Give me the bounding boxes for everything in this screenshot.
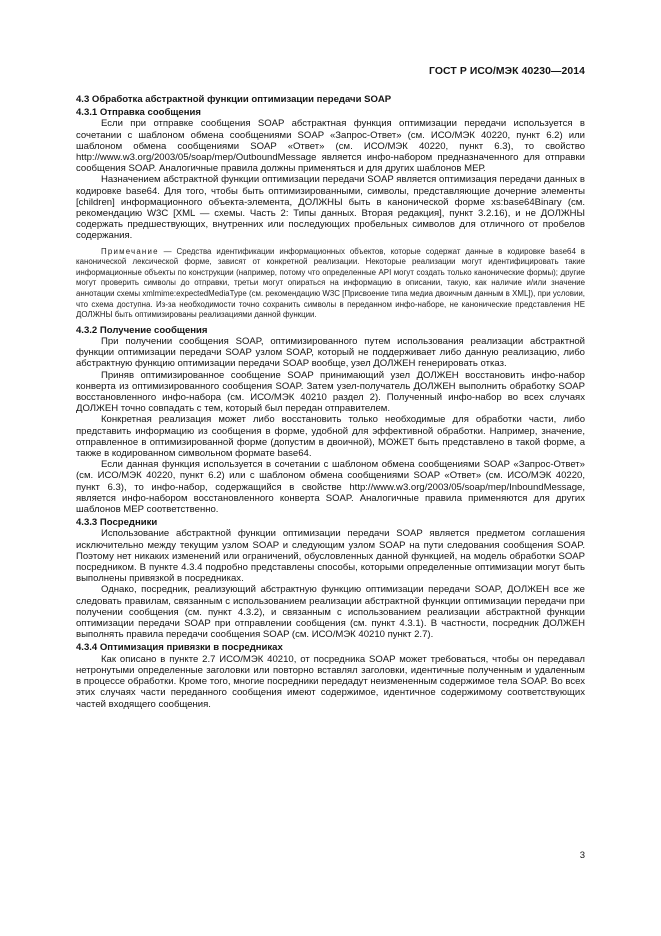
paragraph: Конкретная реализация может либо восстановить только необходимые для обработки части, либо представить информацию из сообщения в форме, удобной для эффективной обработки. Например, значение, отправленное в оптимизированной форме (допустим в двоичной), МОЖЕТ быть представлено в такой форме, а также в кодированном символьном формате base64. <box>76 414 585 460</box>
document-body <box>76 94 585 710</box>
paragraph: Если при отправке сообщения SOAP абстрактная функция оптимизации передачи используется в сочетании с шаблоном обмена сообщениями SOAP «Запрос-Ответ» (см. ИСО/МЭК 40220, пункт 6.2) или шаблоном обмена сообщениями SOAP «Ответ» (см. ИСО/МЭК 40220, пункт 6.3), то свойство http://www.w3.org/2003/05/soap/mep/OutboundMessage является инфо-набором предназначенного для отправки сообщения SOAP. Аналогичные правила должны применяться и для других шаблонов МЕР. <box>76 118 585 175</box>
section-4-3-3-heading: 4.3.3 Посредники <box>76 517 158 529</box>
note-label: Примечание <box>101 246 159 256</box>
section-4-3-heading: 4.3 Обработка абстрактной функции оптимизации передачи SOAP <box>76 94 392 105</box>
section-4-3-1-heading: 4.3.1 Отправка сообщения <box>76 107 201 119</box>
paragraph: При получении сообщения SOAP, оптимизированного путем использования реализации абстрактной функции оптимизации передачи SOAP узлом SOAP, который не поддерживает либо данную реализацию, либо абстрактную функцию оптимизации передачи SOAP вообще, узел ДОЛЖЕН генерировать отказ. <box>76 336 585 370</box>
standard-header: ГОСТ Р ИСО/МЭК 40230—2014 <box>429 66 585 77</box>
page-number: 3 <box>579 850 585 861</box>
paragraph: Назначением абстрактной функции оптимизации передачи SOAP является оптимизация передачи данных в кодировке base64. Для того, чтобы быть оптимизированными, символы, представляющие дочерние элементы [children] информационного объекта-элемента, ДОЛЖНЫ быть в канонической форме xs:base64Binary (см. рекомендацию W3C [XML — схемы. Часть 2: Типы данных. Вторая редакция], пункт 3.2.16), и не ДОЛЖНЫ содержать предшествующих, внутренних или последующих пробельных символов для отличного от пробелов содержания. <box>76 174 585 242</box>
section-4-3-4-heading: 4.3.4 Оптимизация привязки в посредниках <box>76 642 283 654</box>
note <box>76 247 585 321</box>
paragraph: Как описано в пункте 2.7 ИСО/МЭК 40210, от посредника SOAP может требоваться, чтобы он передавал нетронутыми определенные заголовки или повторно вставлял заголовки, идентичные полученным и удаленным в процессе обработки. Кроме того, многие посредники передадут неизмененным содержимое тела SOAP. Во всех этих случаях части переданного сообщения имеют содержимое, идентичное содержимому соответствующих частей входящего сообщения. <box>76 653 585 710</box>
paragraph: Использование абстрактной функции оптимизации передачи SOAP является предметом соглашения исключительно между текущим узлом SOAP и следующим узлом SOAP на пути следования сообщения SOAP. Поэтому нет никаких изменений или ограничений, обусловленных данной функцией, на модель обработки SOAP посредником. В пункте 4.3.4 подробно представлены способы, которыми определенные оптимизации могут быть выполнены привязкой в посредниках. <box>76 528 585 585</box>
paragraph: Если данная функция используется в сочетании с шаблоном обмена сообщениями SOAP «Запрос-Ответ» (см. ИСО/МЭК 40220, пункт 6.2) или с шаблоном обмена сообщениями SOAP «Ответ» (см. ИСО/МЭК 40220, пункт 6.3), то инфо-набор, содержащийся в свойстве http://www.w3.org/2003/05/soap/mep/InboundMessage, является инфо-набором восстановленного конверта SOAP. Аналогичные правила применяются для других шаблонов МЕР соответственно. <box>76 459 585 516</box>
note-text: — Средства идентификации информационных объектов, которые содержат данные в кодировке base64 в канонической лексической форме, зависят от конкретной реализации. Некоторые реализации могут идентифицировать такие информационные объекты по конструкции (например, потому что определенные API могут создать только канонические формы); другие могут проверить символы до отправки, третьи могут опираться на информацию в описании, такую, как наличие и/или значение аннотации схемы xmlmime:expectedMediaType (см. рекомендацию W3C [Присвоение типа медиа двоичным данным в XML]), при условии, что схема доступна. Из-за необходимости точно сохранить символы в переданном инфо-наборе, не канонические представления НЕ ДОЛЖНЫ быть оптимизированы реализациями данной функции. <box>76 246 585 320</box>
paragraph: Приняв оптимизированное сообщение SOAP принимающий узел ДОЛЖЕН восстановить инфо-набор конверта из оптимизированного сообщения SOAP. Затем узел-получатель ДОЛЖЕН выполнить обработку SOAP восстановленного инфо-набора (см. ИСО/МЭК 40210 раздел 2). Полученный инфо-набор во всех случаях ДОЛЖЕН точно совпадать с тем, который был передан отправителем. <box>76 369 585 415</box>
section-4-3-2-heading: 4.3.2 Получение сообщения <box>76 324 208 336</box>
paragraph: Однако, посредник, реализующий абстрактную функцию оптимизации передачи SOAP, ДОЛЖЕН все же следовать правилам, связанным с использованием реализации абстрактной функции оптимизации передачи при получении сообщения (см. пункт 4.3.2), и связанным с использованием реализации абстрактной функции оптимизации передачи SOAP при отправлении сообщения (см. пункт 4.3.1). В частности, посредник ДОЛЖЕН выполнять правила передачи сообщения SOAP (см. ИСО/МЭК 40210 пункт 2.7). <box>76 584 585 641</box>
